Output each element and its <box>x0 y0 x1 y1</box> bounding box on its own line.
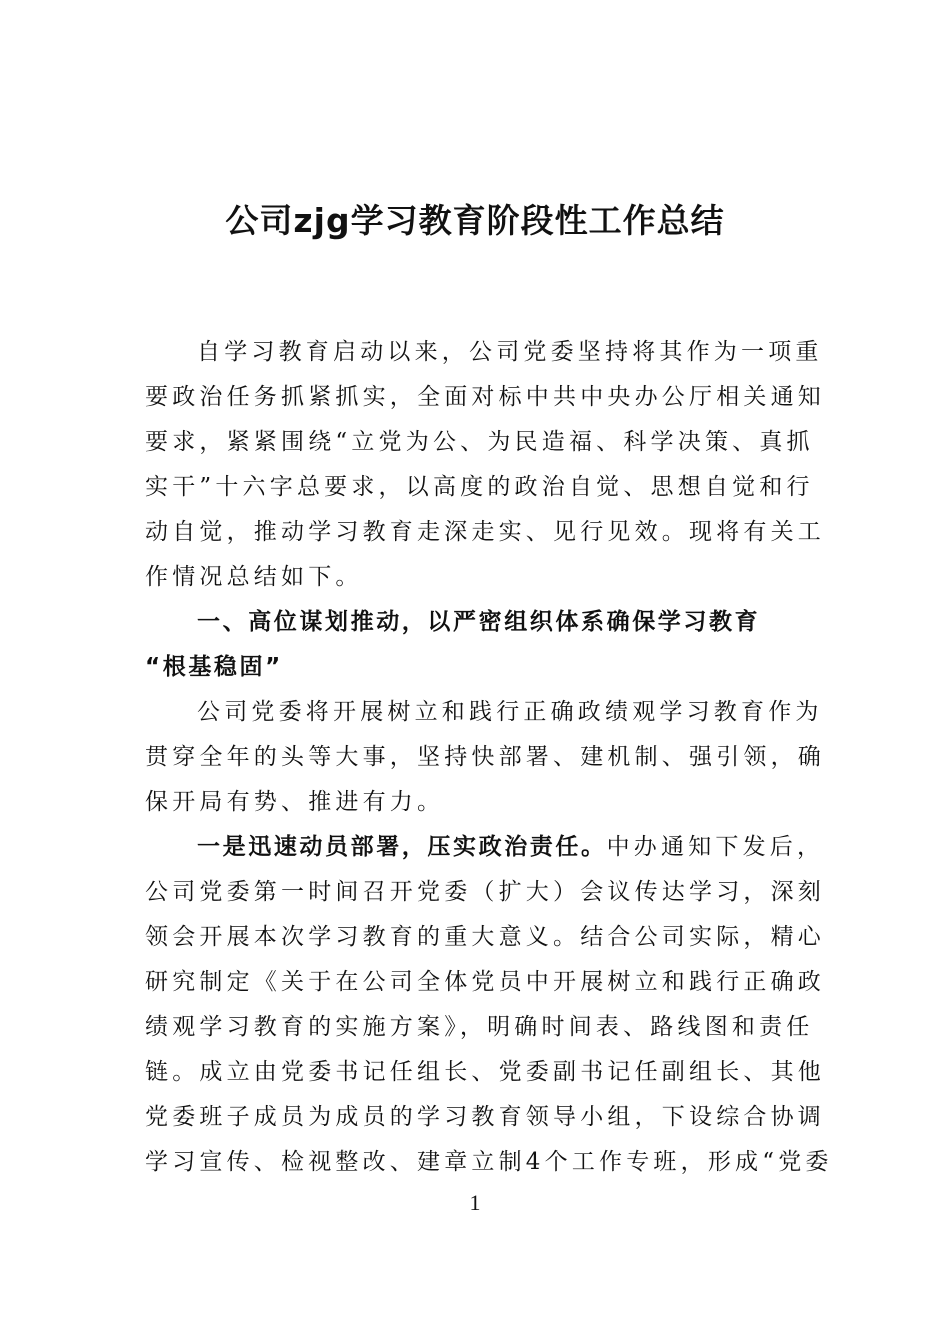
paragraph-line <box>145 825 825 870</box>
paragraph-line: 链。成立由党委书记任组长、党委副书记任副组长、其他 <box>145 1059 825 1085</box>
paragraph-line: 实干”十六字总要求，以高度的政治自觉、思想自觉和行 <box>145 474 814 500</box>
paragraph-line: 作情况总结如下。 <box>145 564 363 590</box>
paragraph-line: 保开局有势、推进有力。 <box>145 789 445 815</box>
paragraph-line: 自学习教育启动以来，公司党委坚持将其作为一项重 <box>197 339 823 365</box>
paragraph-line: 党委班子成员为成员的学习教育领导小组，下设综合协调 <box>145 1104 825 1130</box>
point-lead-text: 一是迅速动员部署，压实政治责任。 <box>197 834 607 860</box>
paragraph-line: 公司党委将开展树立和践行正确政绩观学习教育作为 <box>197 699 823 725</box>
section-heading-line: 一、高位谋划推动，以严密组织体系确保学习教育 <box>197 609 761 635</box>
section-heading-line: “根基稳固” <box>145 654 283 680</box>
paragraph-line: 学习宣传、检视整改、建章立制4个工作专班，形成“党委 <box>145 1149 833 1175</box>
page-number: 1 <box>469 1190 481 1215</box>
paragraph-line: 研究制定《关于在公司全体党员中开展树立和践行正确政 <box>145 969 825 995</box>
paragraph-line: 领会开展本次学习教育的重大意义。结合公司实际，精心 <box>145 924 825 950</box>
paragraph-line: 动自觉，推动学习教育走深走实、见行见效。现将有关工 <box>145 519 825 545</box>
point-text: 中办通知下发后， <box>606 834 825 860</box>
paragraph-line: 要求，紧紧围绕“立党为公、为民造福、科学决策、真抓 <box>145 429 814 455</box>
paragraph-line: 要政治任务抓紧抓实，全面对标中共中央办公厅相关通知 <box>145 384 825 410</box>
document-title: 公司zjg学习教育阶段性工作总结 <box>225 201 725 240</box>
paragraph-line: 贯穿全年的头等大事，坚持快部署、建机制、强引领，确 <box>145 744 825 770</box>
paragraph-line: 绩观学习教育的实施方案》，明确时间表、路线图和责任 <box>145 1014 814 1040</box>
paragraph-line: 公司党委第一时间召开党委（扩大）会议传达学习，深刻 <box>145 879 825 905</box>
document-body <box>145 330 833 1185</box>
